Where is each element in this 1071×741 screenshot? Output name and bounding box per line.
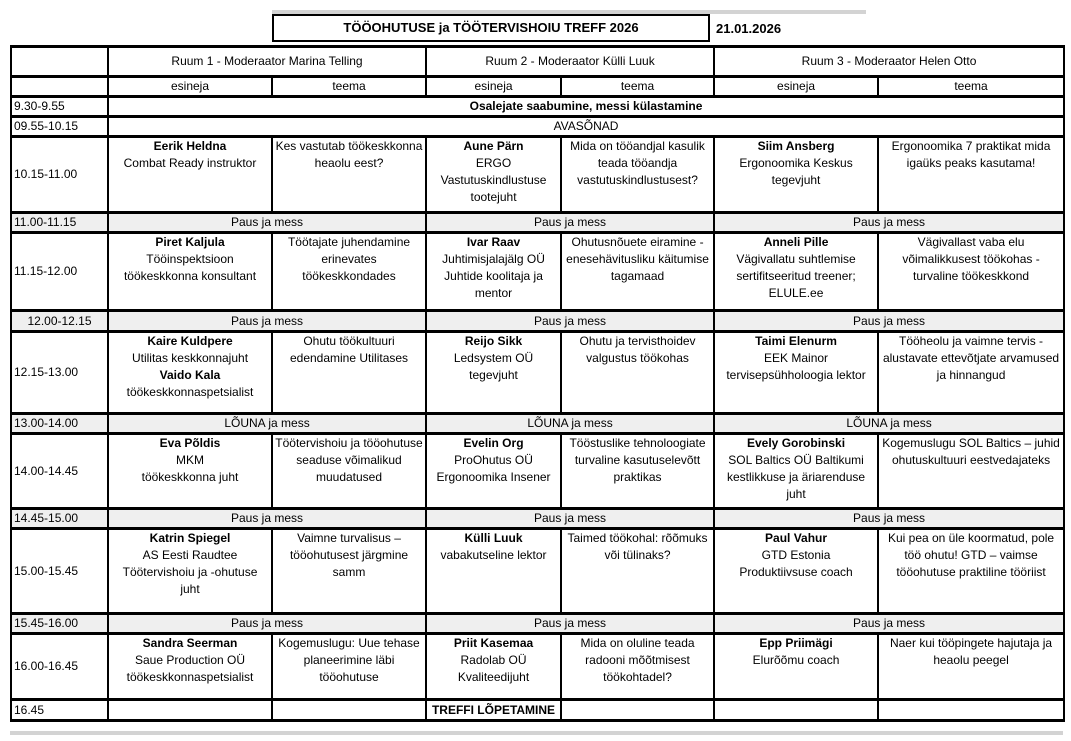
speaker-desc-line: tervisepsühholoogia lektor (726, 368, 866, 382)
speaker-desc-line: tegevjuht (469, 368, 518, 382)
speaker-cell (108, 233, 272, 311)
speaker-desc-line: Ledsystem OÜ (453, 351, 534, 365)
plenary-cell: AVASÕNAD (108, 117, 1064, 137)
esineja-column-header: esineja (426, 77, 561, 97)
room-header: Ruum 3 - Moderaator Helen Otto (714, 47, 1064, 77)
esineja-column-header: esineja (714, 77, 878, 97)
speaker-name: Eva Põldis (159, 436, 221, 450)
break-row (11, 311, 1064, 332)
teema-column-header: teema (561, 77, 714, 97)
lunch-row (11, 414, 1064, 434)
plenary-cell: Osalejate saabumine, messi külastamine (108, 97, 1064, 117)
event-title: TÖÖOHUTUSE ja TÖÖTERVISHOIU TREFF 2026 (272, 14, 710, 42)
topic-text: Ohutu töökultuuri edendamine Utilitases (289, 334, 409, 365)
break-cell: Paus ja mess (714, 213, 1064, 233)
speaker-name: Eerik Heldna (153, 139, 227, 153)
speaker-name: Kaire Kuldpere (147, 334, 233, 348)
topic-text: Kogemuslugu SOL Baltics – juhid ohutuskultuuri eestvedajateks (882, 436, 1060, 467)
speaker-desc-line: Kvaliteedijuht (457, 670, 530, 684)
break-row (11, 213, 1064, 233)
column-labels-row (11, 77, 1064, 97)
topic-text: Mida on oluline teada radooni mõõtmisest töökohtadel? (580, 636, 695, 684)
topic-text: Mida on tööandjal kasulik teada tööandja vastutuskindlustusest? (570, 139, 705, 187)
speaker-name: Reijo Sikk (464, 334, 523, 348)
topic-cell (272, 434, 426, 509)
speaker-cell (426, 233, 561, 311)
speaker-cell (426, 434, 561, 509)
break-cell: Paus ja mess (714, 509, 1064, 529)
speaker-name: Aune Pärn (463, 139, 524, 153)
speaker-desc-line: töökeskkonna juht (141, 470, 239, 484)
break-row (11, 614, 1064, 634)
speaker-desc-line: juht (786, 487, 806, 501)
speaker-desc-line: Saue Production OÜ (134, 653, 246, 667)
speaker-name: Anneli Pille (763, 235, 829, 249)
time-cell: 15.45-16.00 (11, 614, 108, 634)
time-cell: 16.00-16.45 (11, 634, 108, 700)
topic-cell (878, 529, 1064, 614)
topic-cell (878, 332, 1064, 414)
empty-cell (108, 700, 272, 721)
schedule-table (10, 45, 1065, 722)
topic-cell (878, 137, 1064, 213)
speaker-desc-line: töökeskkonna konsultant (123, 269, 257, 283)
break-cell: Paus ja mess (426, 213, 714, 233)
speaker-desc-line: Ergonoomika Insener (436, 470, 551, 484)
speaker-desc-line: Utilitas keskkonnajuht (131, 351, 249, 365)
speaker-desc-line: mentor (474, 286, 513, 300)
room-header: Ruum 1 - Moderaator Marina Telling (108, 47, 426, 77)
speaker-cell (108, 137, 272, 213)
speaker-cell (714, 137, 878, 213)
topic-cell (561, 233, 714, 311)
speaker-desc-line: Vägivallatu suhtlemise (736, 252, 856, 266)
span-row (11, 97, 1064, 117)
topic-cell (878, 634, 1064, 700)
speaker-desc-line: ELULE.ee (768, 286, 824, 300)
topic-cell (272, 233, 426, 311)
break-cell: Paus ja mess (108, 213, 426, 233)
session-row (11, 529, 1064, 614)
speaker-desc-line: GTD Estonia (761, 548, 831, 562)
rooms-header-row (11, 47, 1064, 77)
topic-text: Naer kui tööpingete hajutaja ja heaolu peegel (889, 636, 1053, 667)
speaker-cell (714, 434, 878, 509)
topic-text: Ohutusnõuete eiramine - enesehävitusliku käitumise tagamaad (566, 235, 709, 283)
empty-cell (561, 700, 714, 721)
speaker-name: Siim Ansberg (757, 139, 835, 153)
topic-cell (561, 434, 714, 509)
speaker-cell (108, 529, 272, 614)
closing-cell: TREFFI LÕPETAMINE (426, 700, 561, 721)
teema-column-header: teema (878, 77, 1064, 97)
speaker-desc-line: Radolab OÜ (460, 653, 527, 667)
topic-cell (561, 634, 714, 700)
topic-text: Kogemuslugu: Uue tehase planeerimine läbi tööohutuse (278, 636, 420, 684)
schedule-table-body (11, 47, 1064, 721)
speaker-name: Ivar Raav (466, 235, 521, 249)
topic-text: Vaimne turvalisus – tööohutusest järgmine samm (289, 531, 409, 579)
time-cell: 12.00-12.15 (11, 311, 108, 332)
speaker-desc-line: töökeskkonnaspetsialist (126, 385, 254, 399)
topic-cell (878, 233, 1064, 311)
esineja-column-header: esineja (108, 77, 272, 97)
speaker-name: Evely Gorobinski (747, 436, 846, 450)
speaker-desc-line: ERGO (475, 156, 512, 170)
break-cell: LÕUNA ja mess (426, 414, 714, 434)
speaker-name: Epp Priimägi (759, 636, 833, 650)
time-cell: 11.00-11.15 (11, 213, 108, 233)
break-cell: Paus ja mess (108, 311, 426, 332)
speaker-name: Sandra Seerman (142, 636, 238, 650)
speaker-cell (108, 434, 272, 509)
break-cell: Paus ja mess (426, 311, 714, 332)
topic-cell (272, 529, 426, 614)
topic-text: Ohutu ja tervisthoidev valgustus töökohas (579, 334, 696, 365)
speaker-desc-line: ProOhutus OÜ (454, 453, 533, 467)
topic-text: Kui pea on üle koormatud, pole töö ohutu! GTD – vaimse tööohutuse praktiline tööriist (887, 531, 1055, 579)
speaker-name: Evelin Org (463, 436, 524, 450)
topic-text: Töötervishoiu ja tööohutuse seaduse võimalikud muudatused (275, 436, 423, 484)
empty-cell (272, 700, 426, 721)
speaker-desc-line: Juhtimisjalajälg OÜ (442, 252, 545, 266)
speaker-desc-line: tootejuht (470, 190, 517, 204)
time-cell: 13.00-14.00 (11, 414, 108, 434)
topic-cell (272, 137, 426, 213)
topic-cell (272, 634, 426, 700)
speaker-name: Priit Kasemaa (453, 636, 534, 650)
speaker-cell (426, 634, 561, 700)
speaker-desc-line: vabakutseline lektor (440, 548, 547, 562)
speaker-desc-line: Juhtide koolitaja ja (444, 269, 543, 283)
session-row (11, 634, 1064, 700)
speaker-cell (714, 529, 878, 614)
break-cell: Paus ja mess (108, 509, 426, 529)
speaker-cell (108, 332, 272, 414)
time-cell: 11.15-12.00 (11, 233, 108, 311)
speaker-desc-line: EEK Mainor (764, 351, 829, 365)
time-cell: 9.30-9.55 (11, 97, 108, 117)
speaker-cell (714, 634, 878, 700)
break-cell: Paus ja mess (108, 614, 426, 634)
speaker-desc-line: SOL Baltics OÜ Baltikumi (728, 453, 864, 467)
time-cell: 09.55-10.15 (11, 117, 108, 137)
decoration-strip-bottom (10, 731, 1063, 735)
empty-cell (878, 700, 1064, 721)
speaker-cell (108, 634, 272, 700)
speaker-name: Paul Vahur (765, 531, 828, 545)
speaker-desc-line: AS Eesti Raudtee (142, 548, 238, 562)
time-column-header (11, 77, 108, 97)
topic-text: Vägivallast vaba elu võimalikkusest töökohas - turvaline töökeskkond (902, 235, 1040, 283)
topic-text: Tööstuslike tehnoloogiate turvaline kasutuselevõtt praktikas (569, 436, 706, 484)
room-header: Ruum 2 - Moderaator Külli Luuk (426, 47, 714, 77)
time-cell: 14.45-15.00 (11, 509, 108, 529)
break-cell: LÕUNA ja mess (108, 414, 426, 434)
topic-cell (561, 137, 714, 213)
speaker-cell (426, 137, 561, 213)
speaker-desc-line: Produktiivsuse coach (739, 565, 853, 579)
speaker-cell (714, 233, 878, 311)
speaker-desc-line: Combat Ready instruktor (123, 156, 257, 170)
speaker-name: Külli Luuk (464, 531, 523, 545)
topic-cell (561, 529, 714, 614)
speaker-desc-line: Elurõõmu coach (752, 653, 840, 667)
speaker-name: Taimi Elenurm (755, 334, 837, 348)
break-cell: Paus ja mess (426, 614, 714, 634)
speaker-desc-line: töökeskkonnaspetsialist (126, 670, 254, 684)
topic-cell (272, 332, 426, 414)
topic-cell (878, 434, 1064, 509)
session-row (11, 233, 1064, 311)
speaker-desc-line: MKM (176, 453, 204, 467)
speaker-cell (426, 529, 561, 614)
session-row (11, 434, 1064, 509)
session-row (11, 137, 1064, 213)
speaker-name: Katrin Spiegel (149, 531, 231, 545)
session-row (11, 332, 1064, 414)
time-cell: 14.00-14.45 (11, 434, 108, 509)
closing-row (11, 700, 1064, 721)
speaker-name: Piret Kaljula (155, 235, 225, 249)
speaker-desc-line: Vastutuskindlustuse (440, 173, 547, 187)
speaker-desc-line: juht (180, 582, 200, 596)
speaker-name: Vaido Kala (159, 368, 221, 382)
speaker-cell (714, 332, 878, 414)
time-cell: 10.15-11.00 (11, 137, 108, 213)
speaker-desc-line: kestlikkuse ja äriarenduse (726, 470, 866, 484)
break-cell: Paus ja mess (714, 311, 1064, 332)
time-column-header (11, 47, 108, 77)
time-cell: 15.00-15.45 (11, 529, 108, 614)
break-cell: Paus ja mess (714, 614, 1064, 634)
event-date: 21.01.2026 (716, 21, 782, 36)
speaker-desc-line: Ergonoomika Keskus (739, 156, 853, 170)
topic-text: Ergonoomika 7 praktikat mida igaüks peaks kasutama! (891, 139, 1051, 170)
speaker-desc-line: tegevjuht (771, 173, 821, 187)
topic-cell (561, 332, 714, 414)
topic-text: Kes vastutab töökeskkonna heaolu eest? (275, 139, 423, 170)
time-cell: 12.15-13.00 (11, 332, 108, 414)
topic-text: Taimed töökohal: rõõmuks või tülinaks? (567, 531, 708, 562)
break-row (11, 509, 1064, 529)
break-cell: LÕUNA ja mess (714, 414, 1064, 434)
topic-text: Töötajate juhendamine erinevates töökeskkondades (287, 235, 411, 283)
speaker-desc-line: Töötervishoiu ja -ohutuse (122, 565, 258, 579)
teema-column-header: teema (272, 77, 426, 97)
empty-cell (714, 700, 878, 721)
speaker-desc-line: Tööinspektsioon (146, 252, 234, 266)
time-cell: 16.45 (11, 700, 108, 721)
speaker-cell (426, 332, 561, 414)
speaker-desc-line: sertifitseeritud treener; (736, 269, 856, 283)
topic-text: Tööheolu ja vaimne tervis - alustavate ettevõtjate arvamused ja hinnangud (882, 334, 1060, 382)
break-cell: Paus ja mess (426, 509, 714, 529)
span-row (11, 117, 1064, 137)
